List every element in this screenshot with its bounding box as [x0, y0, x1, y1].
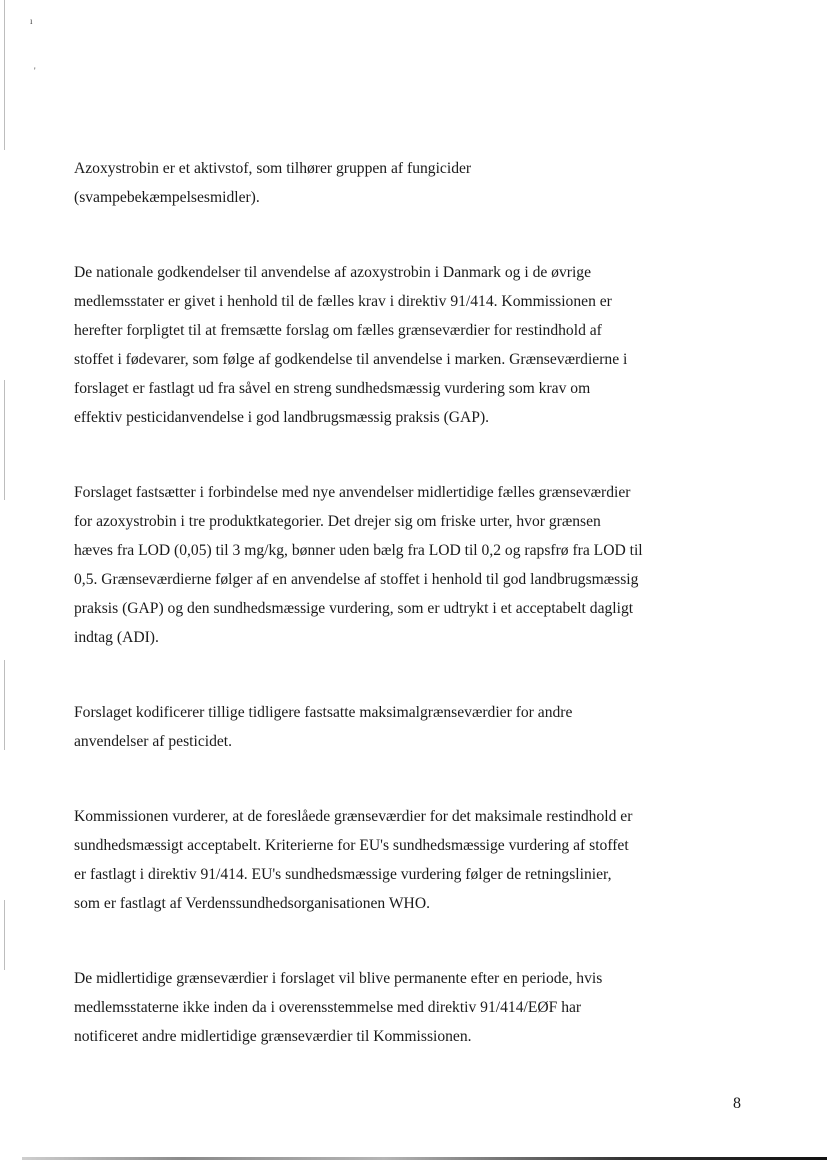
scan-edge-line [4, 380, 5, 500]
text-line: praksis (GAP) og den sundhedsmæssige vurdering, som er udtrykt i et acceptabelt dagligt [74, 600, 634, 617]
scan-edge-line [4, 0, 5, 150]
text-line: forslaget er fastlagt ud fra såvel en streng sundhedsmæssig vurdering som krav om [74, 380, 591, 397]
text-line: (svampebekæmpelsesmidler). [74, 189, 260, 206]
text-line: stoffet i fødevarer, som følge af godkendelse til anvendelse i marken. Grænseværdierne i [74, 351, 628, 368]
text-line: hæves fra LOD (0,05) til 3 mg/kg, bønner uden bælg fra LOD til 0,2 og rapsfrø fra LOD til [74, 542, 643, 559]
text-line: herefter forpligtet til at fremsætte forslag om fælles grænseværdier for restindhold af [74, 322, 602, 339]
paragraph-temporary-limits [74, 478, 764, 652]
document-body [74, 154, 764, 1051]
text-line: effektiv pesticidanvendelse i god landbrugsmæssig praksis (GAP). [74, 409, 490, 426]
paragraph-intro [74, 154, 764, 212]
text-line: notificeret andre midlertidige grænseværdier til Kommissionen. [74, 1028, 472, 1045]
text-line: Forslaget fastsætter i forbindelse med nye anvendelser midlertidige fælles grænseværdier [74, 484, 631, 501]
text-line: Forslaget kodificerer tillige tidligere fastsatte maksimalgrænseværdier for andre [74, 704, 573, 721]
paragraph-permanent-limits [74, 964, 764, 1051]
page-number: 8 [733, 1095, 741, 1112]
paragraph-national-approvals [74, 258, 764, 432]
text-line: anvendelser af pesticidet. [74, 733, 233, 750]
text-line: for azoxystrobin i tre produktkategorier. Det drejer sig om friske urter, hvor grænsen [74, 513, 601, 530]
text-line: 0,5. Grænseværdierne følger af en anvendelse af stoffet i henhold til god landbrugsmæssig [74, 571, 639, 588]
text-line: som er fastlagt af Verdenssundhedsorganisationen WHO. [74, 895, 430, 912]
text-line: De nationale godkendelser til anvendelse af azoxystrobin i Danmark og i de øvrige [74, 264, 592, 281]
text-line: medlemsstater er givet i henhold til de fælles krav i direktiv 91/414. Kommissionen er [74, 293, 612, 310]
text-line: er fastlagt i direktiv 91/414. EU's sundhedsmæssige vurdering følger de retningslinier, [74, 866, 612, 883]
text-line: Kommissionen vurderer, at de foreslåede grænseværdier for det maksimale restindhold er [74, 808, 633, 825]
scan-edge-line [4, 660, 5, 750]
text-line: De midlertidige grænseværdier i forslaget vil blive permanente efter en periode, hvis [74, 970, 603, 987]
scan-edge-line [4, 900, 5, 970]
text-line: Azoxystrobin er et aktivstof, som tilhører gruppen af fungicider [74, 160, 472, 177]
scan-bottom-edge [22, 1157, 827, 1160]
text-line: sundhedsmæssigt acceptabelt. Kriterierne for EU's sundhedsmæssige vurdering af stoffet [74, 837, 629, 854]
text-line: medlemsstaterne ikke inden da i overensstemmelse med direktiv 91/414/EØF har [74, 999, 582, 1016]
paragraph-codification [74, 698, 764, 756]
scan-mark: ı [30, 16, 33, 26]
paragraph-commission-assessment [74, 802, 764, 918]
scan-mark: ' [34, 66, 36, 76]
text-line: indtag (ADI). [74, 629, 159, 646]
